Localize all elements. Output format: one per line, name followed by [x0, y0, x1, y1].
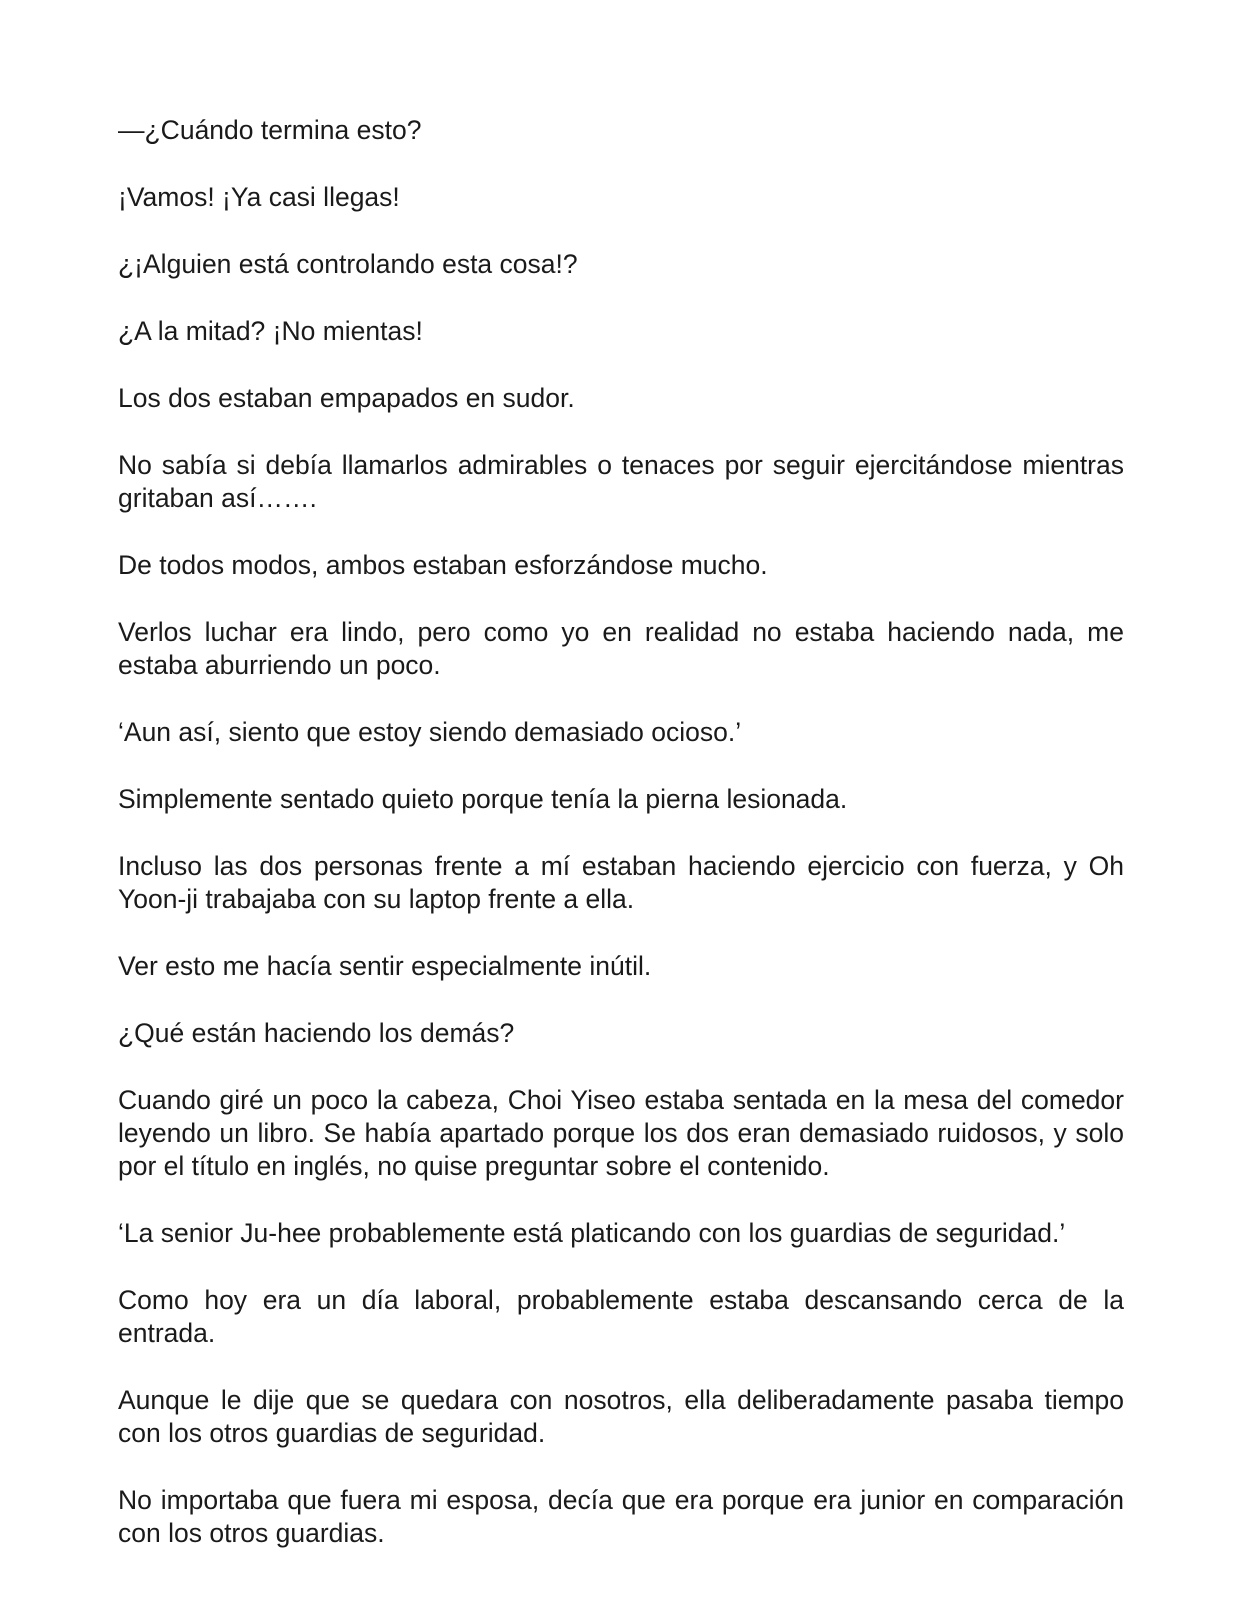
paragraph: De todos modos, ambos estaban esforzándose mucho. — [118, 550, 768, 580]
paragraph: ¡Vamos! ¡Ya casi llegas! — [118, 182, 400, 212]
paragraph: Incluso las dos personas frente a mí estaban haciendo ejercicio con fuerza, y Oh Yoon-ji trabajaba con su laptop frente a ella. — [118, 851, 1124, 914]
paragraph: ¿Qué están haciendo los demás? — [118, 1018, 515, 1048]
paragraph: —¿Cuándo termina esto? — [118, 115, 422, 145]
paragraph: Simplemente sentado quieto porque tenía la pierna lesionada. — [118, 784, 848, 814]
paragraph: No sabía si debía llamarlos admirables o tenaces por seguir ejercitándose mientras gritaban así……. — [118, 450, 1124, 513]
paragraph: Verlos luchar era lindo, pero como yo en realidad no estaba haciendo nada, me estaba aburriendo un poco. — [118, 617, 1124, 680]
paragraph: No importaba que fuera mi esposa, decía que era porque era junior en comparación con los otros guardias. — [118, 1485, 1124, 1548]
paragraph: ¿A la mitad? ¡No mientas! — [118, 316, 423, 346]
paragraph: Como hoy era un día laboral, probablemente estaba descansando cerca de la entrada. — [118, 1285, 1124, 1348]
paragraph: ‘La senior Ju-hee probablemente está platicando con los guardias de seguridad.’ — [118, 1218, 1066, 1248]
paragraph: Cuando giré un poco la cabeza, Choi Yiseo estaba sentada en la mesa del comedor leyendo un libro. Se había apartado porque los dos eran demasiado ruidosos, y solo por el título en inglés, no quise preguntar sobre el contenido. — [118, 1085, 1124, 1181]
paragraph: Aunque le dije que se quedara con nosotros, ella deliberadamente pasaba tiempo con los otros guardias de seguridad. — [118, 1385, 1124, 1448]
document-page — [118, 114, 1124, 1584]
paragraph: ‘Aun así, siento que estoy siendo demasiado ocioso.’ — [118, 717, 742, 747]
paragraph: ¿¡Alguien está controlando esta cosa!? — [118, 249, 578, 279]
paragraph: Ver esto me hacía sentir especialmente inútil. — [118, 951, 652, 981]
paragraph: Los dos estaban empapados en sudor. — [118, 383, 575, 413]
